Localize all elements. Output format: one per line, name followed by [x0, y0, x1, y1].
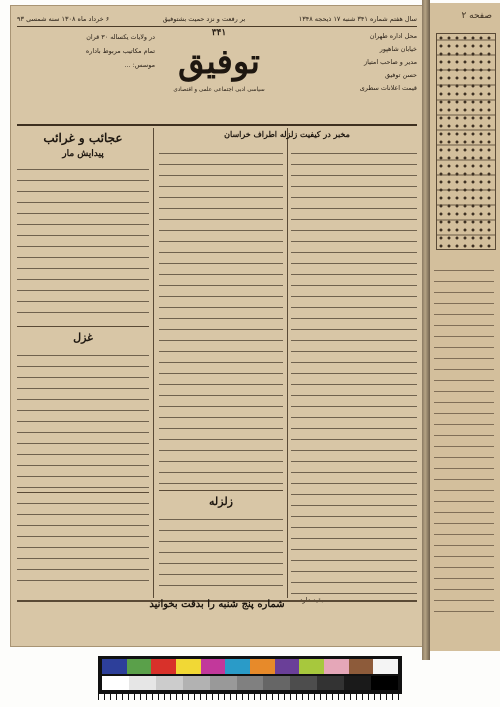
gray-swatch — [102, 676, 129, 690]
issue-info: سال هفتم شماره ۳۴۱ شنبه ۱۷ ذیحجه ۱۳۴۸ — [298, 15, 417, 23]
color-swatch — [373, 659, 398, 674]
masthead-line: خیابان شاهپور — [379, 45, 417, 53]
gray-swatch — [156, 676, 183, 690]
masthead-line: حسن توفیق — [385, 71, 417, 79]
column-rule — [287, 128, 288, 598]
masthead-line: مدیر و صاحب امتیاز — [364, 58, 417, 66]
poem-headline: غزل — [73, 331, 93, 344]
gray-swatch — [290, 676, 317, 690]
gray-swatch — [371, 676, 398, 690]
masthead-line: قیمت اعلانات سطری — [359, 84, 417, 92]
book-spine — [422, 0, 430, 660]
ornament-border — [436, 33, 496, 250]
gray-swatch — [263, 676, 290, 690]
next-page-text — [434, 263, 494, 613]
masthead-info-left — [17, 30, 155, 72]
color-swatch — [201, 659, 226, 674]
color-swatch — [151, 659, 176, 674]
gray-swatch — [344, 676, 371, 690]
color-swatch — [349, 659, 374, 674]
newspaper-page — [10, 5, 424, 647]
color-swatch-row — [102, 659, 398, 674]
gray-swatch — [237, 676, 264, 690]
color-swatch — [299, 659, 324, 674]
color-swatch — [225, 659, 250, 674]
color-swatch — [127, 659, 152, 674]
left-headline: عجائب و غرائب — [43, 131, 123, 145]
color-swatch — [250, 659, 275, 674]
masthead-line: تمام مکاتیب مربوط باداره — [85, 47, 155, 55]
next-page-number: صفحه ۲ — [461, 11, 492, 21]
center-headline: زلزله — [209, 495, 233, 508]
color-swatch — [275, 659, 300, 674]
right-article-text — [291, 146, 417, 594]
masthead — [17, 28, 417, 126]
calibration-ruler — [98, 694, 402, 700]
gray-swatch — [317, 676, 344, 690]
date-line: ۶ خرداد ماه ۱۳۰۸ سنه شمسی ۹۳ — [17, 15, 110, 23]
color-swatch — [102, 659, 127, 674]
masthead-line: در ولایات یکساله ۳۰ قران — [86, 33, 155, 41]
masthead-title-block — [165, 28, 273, 95]
header-strip — [17, 12, 417, 27]
color-swatch — [324, 659, 349, 674]
section-rule — [17, 492, 149, 493]
next-page-edge — [430, 3, 500, 651]
gray-swatch — [183, 676, 210, 690]
gray-swatch — [129, 676, 156, 690]
footer-notice: شماره پنج شنبه را بدقت بخوانید — [149, 599, 285, 610]
section-rule — [17, 326, 149, 327]
masthead-line: موسس: ... — [124, 61, 155, 69]
newspaper-title: توفیق — [178, 42, 260, 82]
color-swatch — [176, 659, 201, 674]
right-headline: مخبر در کیفیت زلزله اطراف خراسان — [224, 129, 350, 139]
left-bottom-text — [17, 496, 149, 591]
center-article-text-2 — [159, 512, 283, 592]
motto: بر رفعت و نزد حمیت بشتوفیق — [162, 15, 246, 23]
color-calibration-bar — [98, 656, 402, 694]
left-subhead: پیدایش مار — [62, 149, 104, 159]
issue-number: ۳۴۱ — [211, 28, 227, 38]
section-rule — [159, 490, 283, 491]
right-column — [224, 128, 417, 140]
tagline: سیاسی ادبی اجتماعی علمی و اقتصادی — [173, 87, 265, 93]
grayscale-row — [102, 676, 398, 690]
masthead-line: محل اداره طهران — [369, 32, 417, 40]
column-rule — [153, 128, 154, 598]
center-article-text — [159, 146, 283, 486]
left-article-text — [17, 162, 149, 322]
poem-text — [17, 348, 149, 488]
gray-swatch — [210, 676, 237, 690]
masthead-info-right — [309, 30, 417, 95]
